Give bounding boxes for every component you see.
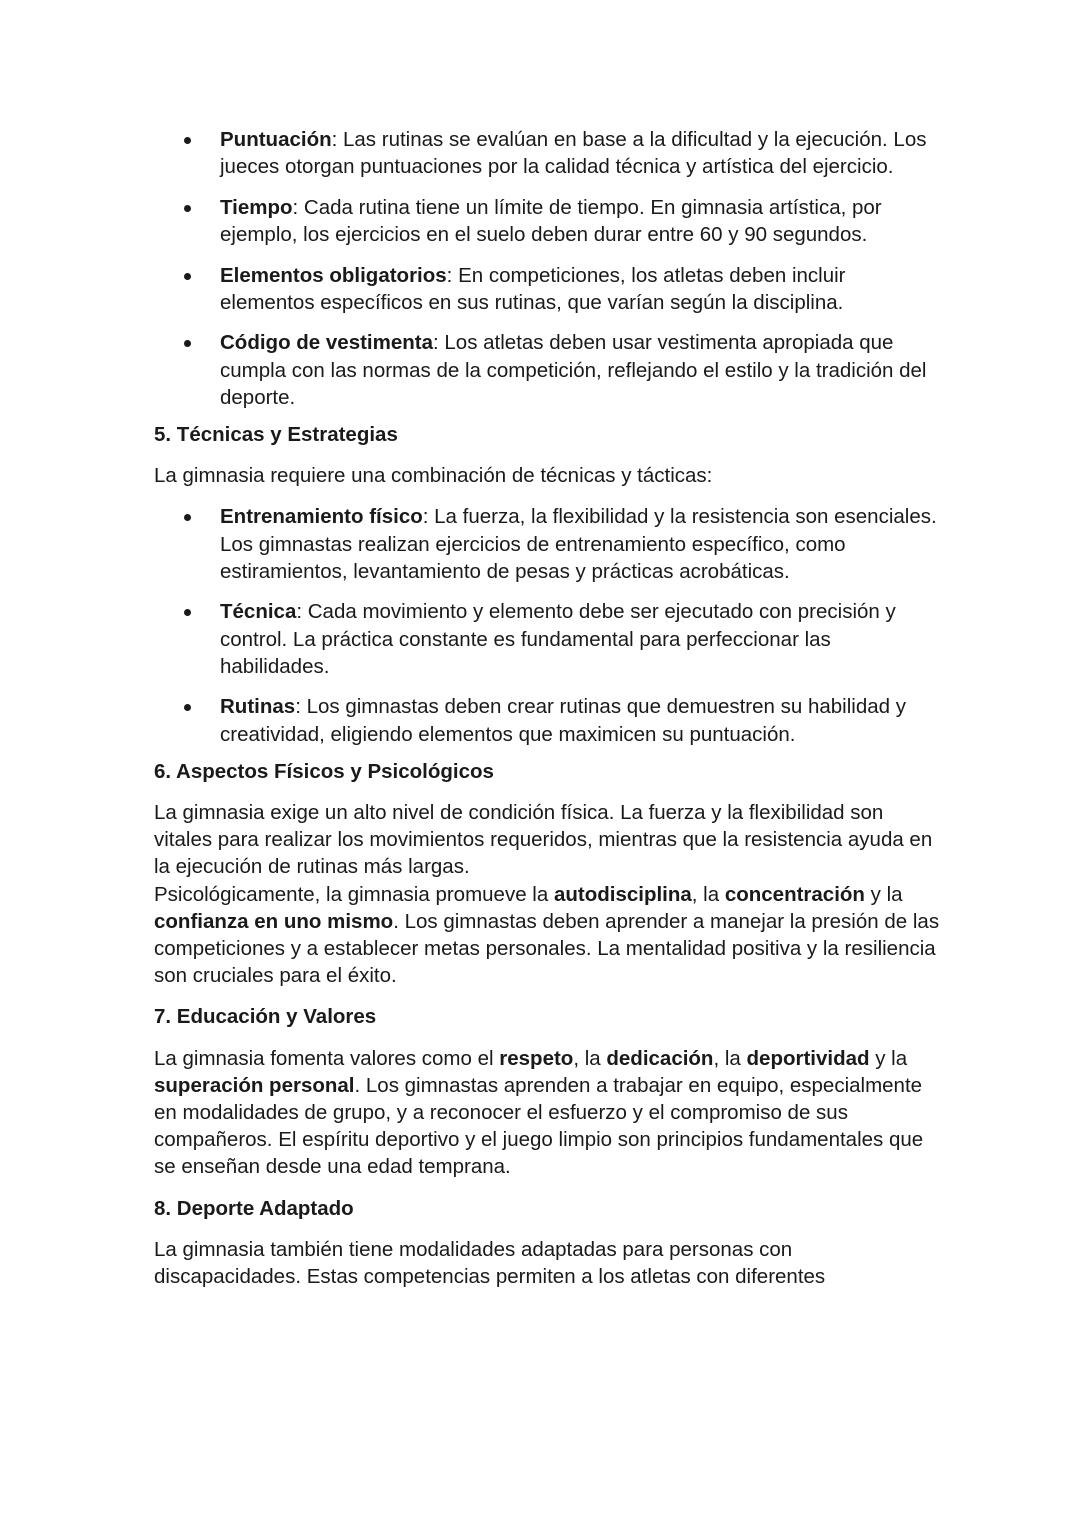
paragraph-text: , la bbox=[691, 882, 725, 906]
bullet-icon bbox=[184, 340, 191, 347]
item-term: Tiempo bbox=[220, 195, 293, 219]
item-text: : Las rutinas se evalúan en base a la dificultad y la ejecución. Los jueces otorgan puntuaciones por la calidad técnica y artística del ejercicio. bbox=[220, 128, 927, 179]
bold-term: respeto bbox=[499, 1046, 574, 1070]
bold-term: superación personal bbox=[154, 1073, 355, 1097]
paragraph-text: . Los gimnastas deben aprender a manejar la presión de las competiciones y a establecer metas personales. La mentalidad positiva y la resiliencia son cruciales para el éxito. bbox=[154, 909, 940, 988]
bullet-icon bbox=[184, 704, 191, 711]
section-heading: 5. Técnicas y Estrategias bbox=[154, 423, 398, 446]
bold-term: deportividad bbox=[746, 1046, 870, 1070]
list-item bbox=[154, 503, 944, 585]
section-intro: La gimnasia requiere una combinación de técnicas y tácticas: bbox=[154, 464, 713, 488]
rules-list bbox=[154, 126, 944, 411]
list-item bbox=[154, 693, 944, 747]
bold-term: confianza en uno mismo bbox=[154, 909, 394, 933]
bullet-icon bbox=[184, 205, 191, 212]
bold-term: dedicación bbox=[606, 1046, 714, 1070]
paragraph-text: Psicológicamente, la gimnasia promueve la bbox=[154, 882, 554, 906]
list-item bbox=[154, 194, 944, 248]
paragraph-text: . Los gimnastas aprenden a trabajar en equipo, especialmente en modalidades de grupo, y a reconocer el esfuerzo y el compromiso de sus compañeros. El espíritu deportivo y el juego limpio son principios fundamentales que se enseñan desde una edad temprana. bbox=[154, 1073, 924, 1179]
list-item bbox=[154, 598, 944, 680]
paragraph-text: La gimnasia exige un alto nivel de condición física. La fuerza y la flexibilidad son vitales para realizar los movimientos requeridos, mientras que la resistencia ayuda en la ejecución de rutinas más largas. bbox=[154, 801, 933, 879]
list-item bbox=[154, 126, 944, 180]
section-paragraph bbox=[154, 799, 944, 881]
section-paragraph bbox=[154, 1045, 944, 1181]
section-paragraph bbox=[154, 881, 944, 990]
section-heading: 8. Deporte Adaptado bbox=[154, 1196, 354, 1220]
list-item bbox=[154, 262, 944, 316]
item-term: Puntuación bbox=[220, 128, 332, 151]
item-text: : La fuerza, la flexibilidad y la resistencia son esenciales. Los gimnastas realizan ejercicios de entrenamiento específico, como estiramientos, levantamiento de pesas y prácticas acrobáticas. bbox=[220, 505, 937, 583]
section-heading: 6. Aspectos Físicos y Psicológicos bbox=[154, 759, 494, 783]
bullet-icon bbox=[184, 514, 191, 521]
item-term: Entrenamiento físico bbox=[220, 505, 423, 529]
bullet-icon bbox=[184, 273, 191, 280]
item-term: Elementos obligatorios bbox=[220, 263, 447, 287]
paragraph-text: La gimnasia fomenta valores como el bbox=[154, 1046, 500, 1070]
item-text: : Cada rutina tiene un límite de tiempo. En gimnasia artística, por ejemplo, los ejercicios en el suelo deben durar entre 60 y 90 segundos. bbox=[220, 195, 882, 246]
bullet-icon bbox=[184, 609, 191, 616]
bold-term: autodisciplina bbox=[553, 882, 692, 906]
bold-term: concentración bbox=[724, 882, 865, 906]
paragraph-text: , la bbox=[573, 1046, 607, 1070]
item-text: : Los gimnastas deben crear rutinas que demuestren su habilidad y creatividad, eligiendo elementos que maximicen su puntuación. bbox=[220, 695, 906, 746]
item-term: Código de vestimenta bbox=[220, 331, 434, 355]
section-paragraph: La gimnasia también tiene modalidades adaptadas para personas con discapacidades. Estas competencias permiten a los atletas con diferentes bbox=[154, 1237, 826, 1289]
paragraph-text: y la bbox=[869, 1046, 908, 1070]
paragraph-text: y la bbox=[864, 882, 903, 906]
item-text: : Cada movimiento y elemento debe ser ejecutado con precisión y control. La práctica constante es fundamental para perfeccionar las habilidades. bbox=[220, 600, 896, 678]
document-page bbox=[154, 126, 944, 1304]
bullet-icon bbox=[184, 137, 191, 144]
item-term: Técnica bbox=[220, 600, 297, 624]
item-text: : En competiciones, los atletas deben incluir elementos específicos en sus rutinas, que varían según la disciplina. bbox=[220, 263, 846, 314]
item-term: Rutinas bbox=[220, 695, 296, 719]
item-text: : Los atletas deben usar vestimenta apropiada que cumpla con las normas de la competición, reflejando el estilo y la tradición del deporte. bbox=[220, 331, 927, 409]
paragraph-text: , la bbox=[713, 1046, 747, 1070]
list-item bbox=[154, 329, 944, 411]
section-heading: 7. Educación y Valores bbox=[154, 1005, 377, 1029]
techniques-list bbox=[154, 503, 944, 747]
